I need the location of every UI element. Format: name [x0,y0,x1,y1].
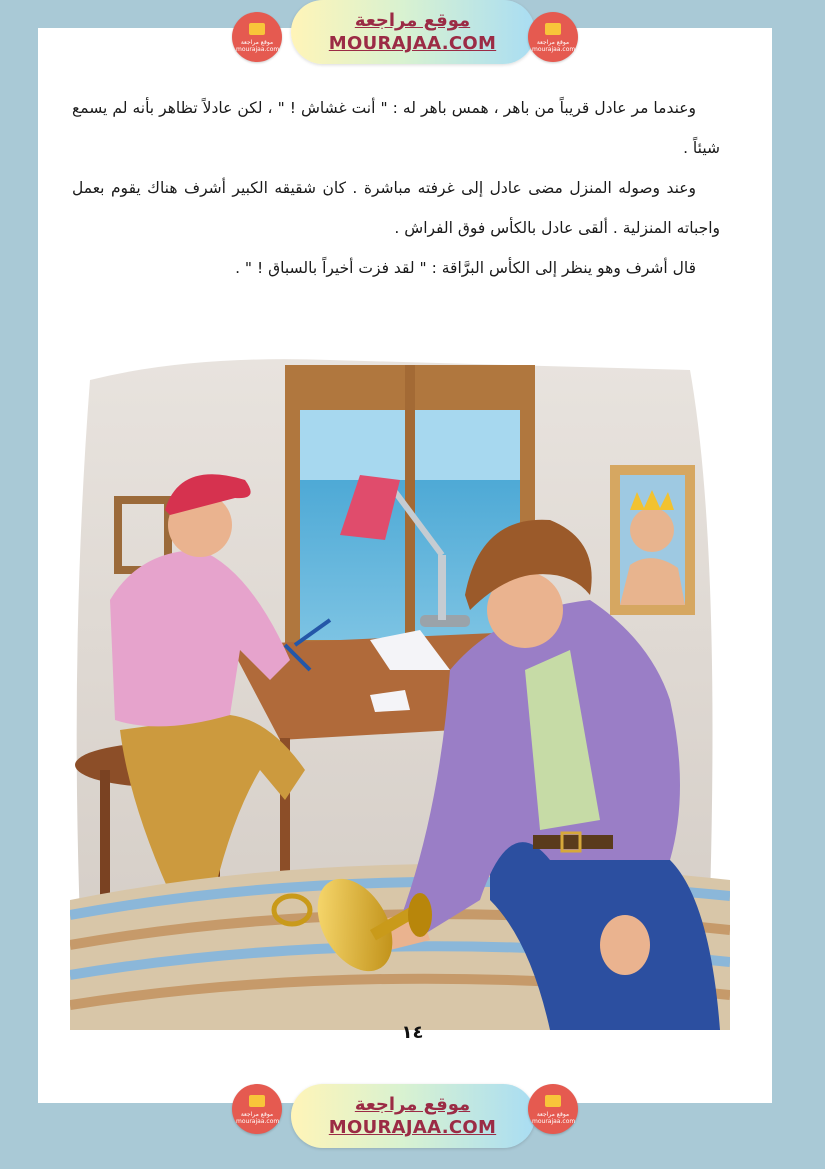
watermark-url[interactable]: MOURAJAA.COM [328,33,497,54]
site-logo-icon[interactable]: موقع مراجعة mourajaa.com [232,12,282,62]
watermark-banner-bottom[interactable] [291,1084,535,1148]
story-paragraph: قال أشرف وهو ينظر إلى الكأس البرَّاقة : " لقد فزت أخيراً بالسباق ! " . [235,259,696,277]
site-logo-icon[interactable]: موقع مراجعة mourajaa.com [528,1084,578,1134]
watermark-url[interactable]: MOURAJAA.COM [328,1117,497,1138]
story-text [72,88,720,288]
site-logo-icon[interactable]: موقع مراجعة mourajaa.com [232,1084,282,1134]
watermark-arabic: موقع مراجعة [354,10,471,31]
site-logo-icon[interactable]: موقع مراجعة mourajaa.com [528,12,578,62]
page-number: ١٤ [401,1022,424,1043]
illustration-bedroom-scene [70,340,730,1030]
watermark-banner-top[interactable] [291,0,535,64]
story-paragraph: وعند وصوله المنزل مضى عادل إلى غرفته مباشرة . كان شقيقه الكبير أشرف هناك يقوم بعمل واجباته المنزلية . ألقى عادل بالكأس فوق الفراش . [72,179,720,237]
watermark-arabic: موقع مراجعة [354,1094,471,1115]
story-paragraph: وعندما مر عادل قريباً من باهر ، همس باهر له : " أنت غشاش ! " ، لكن عادلاً تظاهر بأنه لم يسمع شيئاً . [72,99,720,157]
